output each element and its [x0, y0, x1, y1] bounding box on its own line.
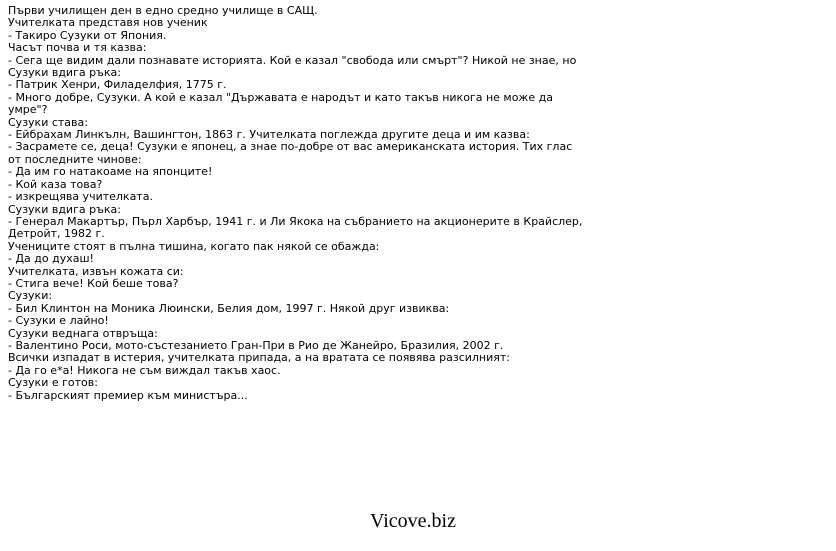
story-line: Сузуки веднага отвръща: [8, 326, 158, 340]
story-line: - Патрик Хенри, Филаделфия, 1775 г. [8, 78, 227, 92]
joke-text [8, 5, 583, 402]
story-line: Часът почва и тя казва: [8, 41, 147, 55]
story-line: - Сузуки е лайно! [8, 314, 109, 328]
story-line: - Валентино Роси, мото-състезанието Гран-При в Рио де Жанейро, Бразилия, 2002 г. [8, 338, 504, 352]
story-line: - Стига вече! Кой беше това? [8, 276, 179, 290]
story-line: - Кой каза това? [8, 177, 103, 191]
story-line: - Бил Клинтон на Моника Люински, Белия дом, 1997 г. Някой друг извиква: [8, 301, 450, 315]
story-line: - Такиро Сузуки от Япония. [8, 28, 167, 42]
story-line: - Да го е*а! Никога не съм виждал такъв хаос. [8, 363, 281, 377]
site-watermark: Vicove.biz [370, 510, 456, 532]
story-line: Учителката представя нов ученик [8, 16, 208, 30]
story-line: - Ейбрахам Линкълн, Вашингтон, 1863 г. Учителката поглежда другите деца и им казва: [8, 128, 530, 142]
story-line: - Да им го натакоаме на японците! [8, 165, 213, 179]
story-line: - изкрещява учителката. [8, 190, 153, 204]
story-line: Учениците стоят в пълна тишина, когато пак някой се обажда: [8, 239, 380, 253]
story-line: Първи училищен ден в едно средно училище в САЩ. [8, 4, 318, 17]
story-line: - Българският премиер към министъра... [8, 388, 248, 402]
story-line: - Засрамете се, деца! Сузуки е японец, а знае по-добре от вас американската история. Тих глас от последните чинове: [8, 140, 573, 166]
story-line: Учителката, извън кожата си: [8, 264, 184, 278]
story-line: - Много добре, Сузуки. А кой е казал "Държавата е народът и като такъв никога не може да умре"? [8, 90, 553, 117]
story-line: - Да до духаш! [8, 252, 94, 266]
story-line: Сузуки е готов: [8, 376, 98, 390]
story-line: Сузуки: [8, 289, 53, 303]
story-line: Всички изпадат в истерия, учителката припада, а на вратата се появява разсилният: [8, 351, 511, 365]
story-line: - Генерал Макартър, Пърл Харбър, 1941 г. и Ли Якока на събранието на акционерите в Крайслер, Детройт, 1982 г. [8, 214, 583, 241]
story-line: - Сега ще видим дали познавате историята. Кой е казал "свобода или смърт"? Никой не знае, но Сузуки вдига ръка: [8, 53, 577, 80]
story-line: Сузуки вдига ръка: [8, 202, 121, 216]
story-line: Сузуки става: [8, 115, 88, 129]
